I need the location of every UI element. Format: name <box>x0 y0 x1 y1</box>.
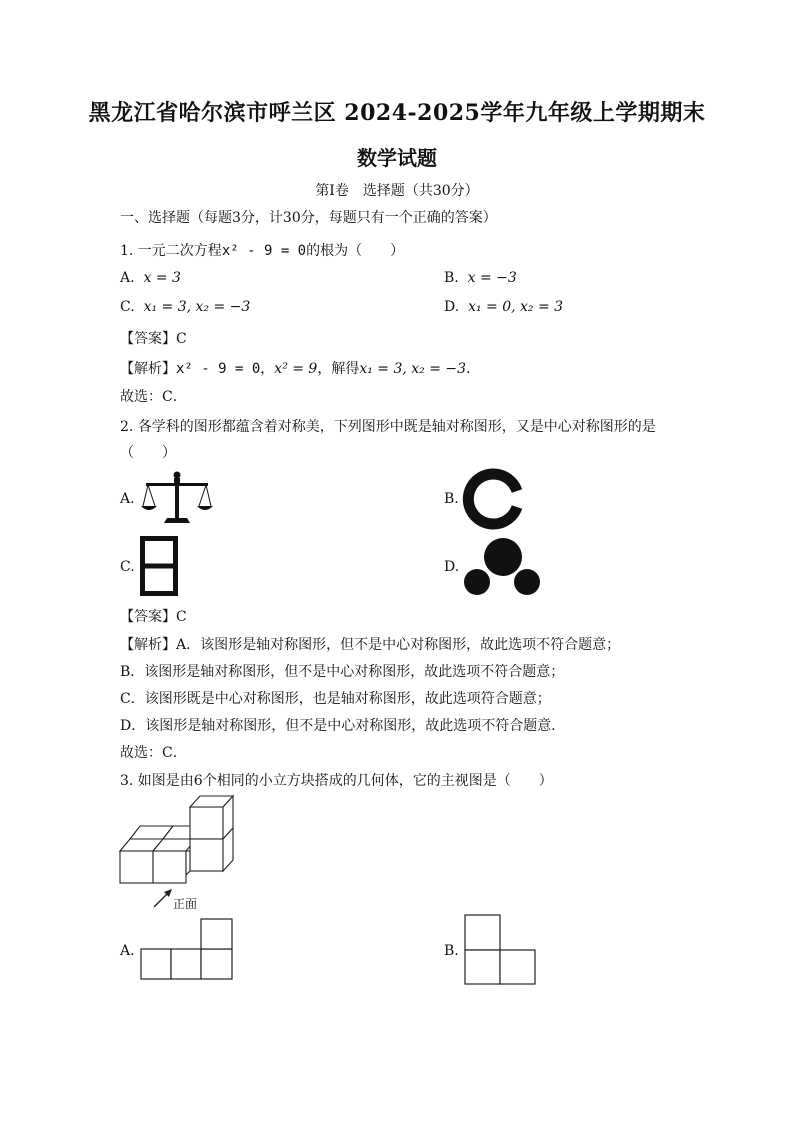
q1-conclusion: 故选：C． <box>120 389 187 405</box>
balance-scale-icon <box>140 470 214 526</box>
q1-stem-suffix: 的根为（ ） <box>306 243 405 259</box>
q1-option-b <box>444 270 517 286</box>
analysis-equation-3: x₁ = 3, x₂ = −3 <box>359 361 467 377</box>
q3-option-a-figure <box>140 918 234 980</box>
q2-analysis-line4: D．该图形是轴对称图形，但不是中心对称图形，故此选项不符合题意． <box>120 718 566 734</box>
analysis-text: ，解得 <box>317 361 360 377</box>
q3-option-a-label: A. <box>120 943 135 959</box>
q1-option-a <box>120 270 181 286</box>
q3-stem: 3. 如图是由6个相同的小立方块搭成的几何体，它的主视图是（ ） <box>120 773 553 789</box>
q2-option-c-label: C. <box>120 559 135 575</box>
analysis-equation-2: x² = 9 <box>274 361 318 377</box>
q1-equation: x² - 9 = 0 <box>221 243 307 259</box>
q1-option-c <box>120 299 250 315</box>
analysis-end: ． <box>466 361 481 377</box>
three-circles-icon <box>464 537 542 597</box>
q2-analysis-line2: B．该图形是轴对称图形，但不是中心对称图形，故此选项不符合题意； <box>120 664 565 680</box>
analysis-label: 【解析】 <box>120 361 176 377</box>
c-ring-icon <box>464 469 524 529</box>
q3-option-b-figure <box>464 914 538 986</box>
q1-option-d <box>444 299 563 315</box>
option-text: x = −3 <box>467 270 517 286</box>
part-heading: 第Ⅰ卷 选择题（共30分） <box>315 183 479 199</box>
option-label: B. <box>444 270 459 286</box>
q1-stem <box>120 240 404 260</box>
window-frame-icon <box>140 536 178 596</box>
option-label: C. <box>120 299 135 315</box>
analysis-equation-1: x² - 9 = 0 <box>176 361 261 377</box>
analysis-sep: ， <box>260 361 275 377</box>
q1-stem-prefix: 1. 一元二次方程 <box>120 243 222 259</box>
option-text: x₁ = 0, x₂ = 3 <box>468 299 564 315</box>
q2-option-d-label: D. <box>444 559 460 575</box>
front-view-label: 正面 <box>173 897 198 911</box>
q2-option-a-label: A. <box>120 491 135 507</box>
option-label: D. <box>444 299 460 315</box>
document-title: 黑龙江省哈尔滨市呼兰区 2024-2025学年九年级上学期期末 <box>88 100 706 126</box>
q3-option-b-label: B. <box>444 943 459 959</box>
q2-option-b-label: B. <box>444 491 459 507</box>
q2-analysis-line1: 【解析】A．该图形是轴对称图形，但不是中心对称图形，故此选项不符合题意； <box>120 637 621 653</box>
q2-conclusion: 故选：C． <box>120 745 187 761</box>
q2-stem-line1: 2. 各学科的图形都蕴含着对称美，下列图形中既是轴对称图形，又是中心对称图形的是 <box>120 419 656 435</box>
option-text: x = 3 <box>143 270 181 286</box>
q1-answer: 【答案】C <box>120 331 187 347</box>
section-heading: 一、选择题（每题3分，计30分，每题只有一个正确的答案） <box>120 210 497 226</box>
q1-analysis <box>120 358 480 378</box>
q2-stem-line2: （ ） <box>120 445 176 461</box>
document-subtitle: 数学试题 <box>357 146 437 170</box>
q2-analysis-line3: C．该图形既是中心对称图形，也是轴对称图形，故此选项符合题意； <box>120 691 551 707</box>
option-text: x₁ = 3, x₂ = −3 <box>143 299 251 315</box>
option-label: A. <box>120 270 135 286</box>
q2-answer: 【答案】C <box>120 609 187 625</box>
